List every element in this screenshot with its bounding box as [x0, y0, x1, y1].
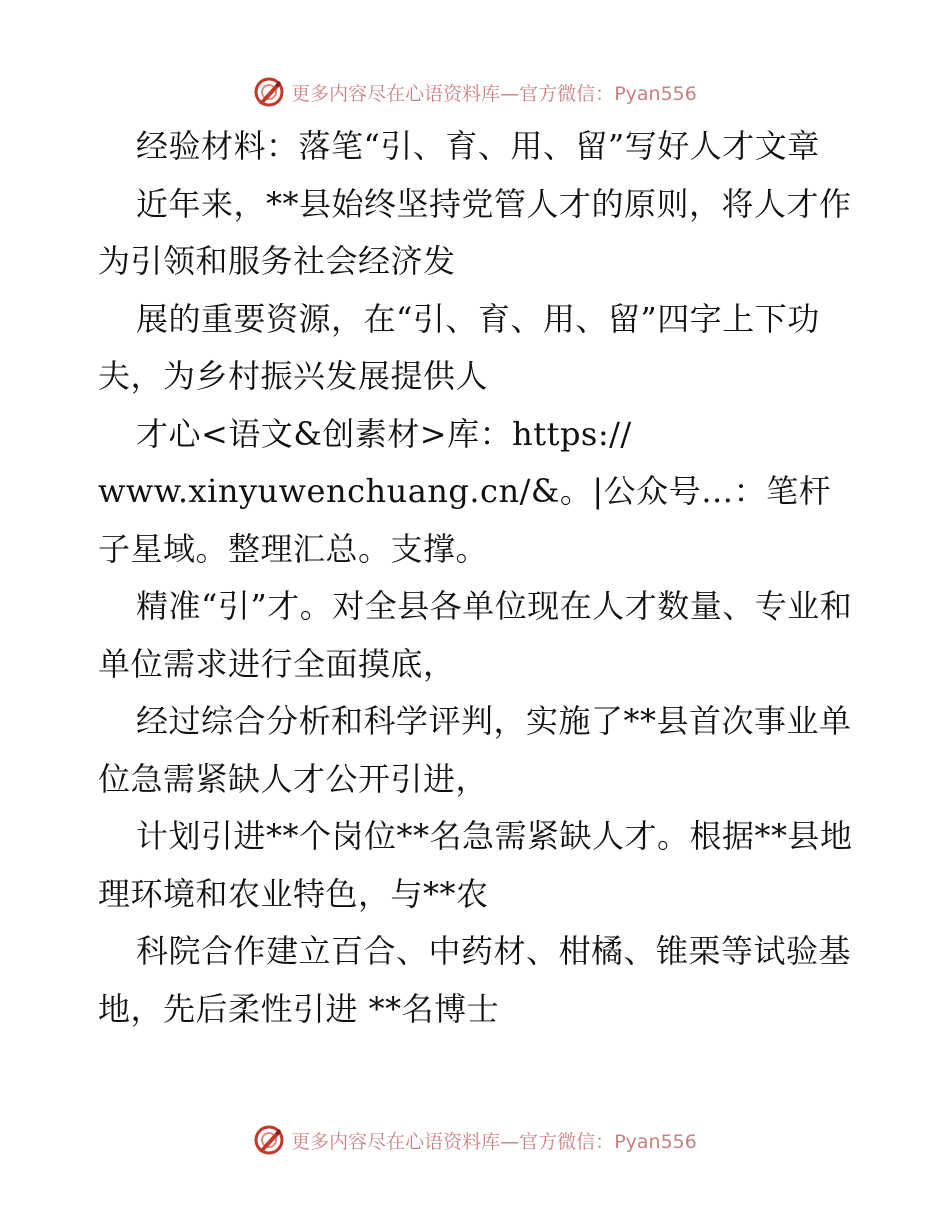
- paragraph: 精准“引”才。对全县各单位现在人才数量、专业和单位需求进行全面摸底，: [98, 587, 853, 683]
- banner-wechat-label: 官方微信：: [519, 1130, 615, 1153]
- footer-banner: [0, 1120, 950, 1160]
- footer-banner-text: [291, 1127, 697, 1154]
- paragraph: 才心<语文&创素材>库：https://: [136, 414, 632, 453]
- paragraph: 科院合作建立百合、中药材、柑橘、锥栗等试验基地，先后柔性引进 **名博士: [98, 932, 852, 1028]
- banner-main-text: 更多内容尽在心语资料库: [291, 1130, 501, 1153]
- banner-main-text: 更多内容尽在心语资料库: [291, 82, 501, 105]
- paragraph: 近年来，**县始终坚持党管人才的原则，将人才作为引领和服务社会经济发: [98, 184, 852, 280]
- paragraph: 展的重要资源，在“引、育、用、留”四字上下功夫，为乡村振兴发展提供人: [98, 299, 820, 395]
- banner-wechat-id: Pyan556: [614, 82, 697, 105]
- paragraph: 计划引进**个岗位**名急需紧缺人才。根据**县地理环境和农业特色，与**农: [98, 817, 853, 913]
- pen-circle-logo-icon: [253, 1124, 285, 1156]
- document-title: 经验材料：落笔“引、育、用、留”写好人才文章: [136, 127, 820, 165]
- paragraph: 经过综合分析和科学评判，实施了**县首次事业单位急需紧缺人才公开引进，: [98, 702, 852, 798]
- banner-dash: —: [500, 82, 520, 105]
- document-body: [98, 118, 858, 1038]
- banner-wechat-id: Pyan556: [614, 1130, 697, 1153]
- banner-wechat-label: 官方微信：: [519, 82, 615, 105]
- header-banner: [0, 72, 950, 112]
- paragraph-url-line: www.xinyuwenchuang.cn/&。|公众号…：笔杆子星域。整理汇总。支撑。: [98, 472, 832, 568]
- banner-dash: —: [500, 1130, 520, 1153]
- header-banner-text: [291, 79, 697, 106]
- pen-circle-logo-icon: [253, 76, 285, 108]
